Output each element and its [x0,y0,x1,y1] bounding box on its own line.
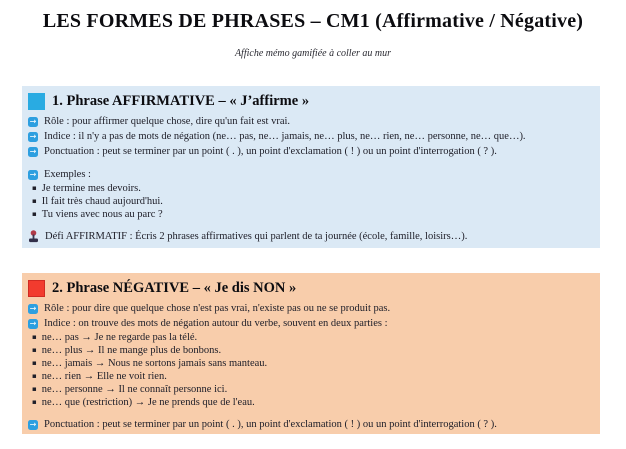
negation-item [32,357,592,370]
negation-text: ▪ ne… rien → Elle ne voit rien. [41,371,167,382]
negation-item [32,383,592,396]
negation-item [32,396,592,409]
negative-point-ponctuation [28,417,592,432]
affirmative-point-indice [28,129,592,144]
point-text: Indice : il n'y a pas de mots de négation (ne… pas, ne… jamais, ne… plus, ne… rien, ne… personne, ne… que…). [44,131,526,142]
arrow-icon [28,147,38,157]
negation-text: ▪ ne… que (restriction) → Je ne prends que de l'eau. [41,397,255,408]
affirmative-examples-label [28,167,592,182]
point-text: Rôle : pour affirmer quelque chose, dire qu'un fait est vrai. [44,116,291,127]
example-text: ▪ Tu viens avec nous au parc ? [41,209,163,220]
spacer [28,409,592,417]
blue-square-icon [28,93,45,110]
arrow-icon [28,319,38,329]
section-affirmative-heading: 1. Phrase AFFIRMATIVE – « J’affirme » [52,92,310,109]
arrow-icon [28,304,38,314]
point-text: Rôle : pour dire que quelque chose n'est pas vrai, n'existe pas ou ne se produit pas. [44,303,391,314]
negation-text: ▪ ne… pas → Je ne regarde pas la télé. [41,332,198,343]
negation-text: ▪ ne… jamais → Nous ne sortons jamais sans manteau. [41,358,268,369]
spacer [28,159,592,167]
affirmative-point-role [28,114,592,129]
arrow-icon [28,170,38,180]
point-text: Ponctuation : peut se terminer par un point ( . ), un point d'exclamation ( ! ) ou un point d'interrogation ( ? ). [44,146,497,157]
point-text: Indice : on trouve des mots de négation autour du verbe, souvent en deux parties : [44,318,388,329]
example-item [32,195,592,208]
challenge-text: Défi AFFIRMATIF : Écris 2 phrases affirmatives qui parlent de ta journée (école, famille, loisirs…). [45,231,468,242]
example-item [32,208,592,221]
page-title: LES FORMES DE PHRASES – CM1 (Affirmative / Négative) [42,10,584,32]
page-subtitle: Affiche mémo gamifiée à coller au mur [234,48,392,59]
negation-text: ▪ ne… personne → Il ne connaît personne ici. [41,384,228,395]
arrow-icon [28,132,38,142]
section-negative-heading: 2. Phrase NÉGATIVE – « Je dis NON » [52,279,297,296]
section-negative-header [28,278,592,298]
arrow-icon [28,117,38,127]
arrow-icon [28,420,38,430]
affirmative-challenge [28,229,592,244]
point-text: Ponctuation : peut se terminer par un point ( . ), un point d'exclamation ( ! ) ou un point d'interrogation ( ? ). [44,419,497,430]
point-text: Exemples : [44,169,91,180]
red-square-icon [28,280,45,297]
negation-item [32,331,592,344]
example-item [32,182,592,195]
spacer [28,221,592,229]
section-negative [22,273,600,434]
joystick-icon [28,230,39,243]
negation-item [32,370,592,383]
negative-point-role [28,301,592,316]
section-affirmative [22,86,600,248]
affirmative-point-ponctuation [28,144,592,159]
example-text: ▪ Il fait très chaud aujourd'hui. [41,196,163,207]
negation-text: ▪ ne… plus → Il ne mange plus de bonbons. [41,345,222,356]
negative-point-indice [28,316,592,331]
example-text: ▪ Je termine mes devoirs. [41,183,141,194]
section-affirmative-header [28,91,592,111]
negation-item [32,344,592,357]
